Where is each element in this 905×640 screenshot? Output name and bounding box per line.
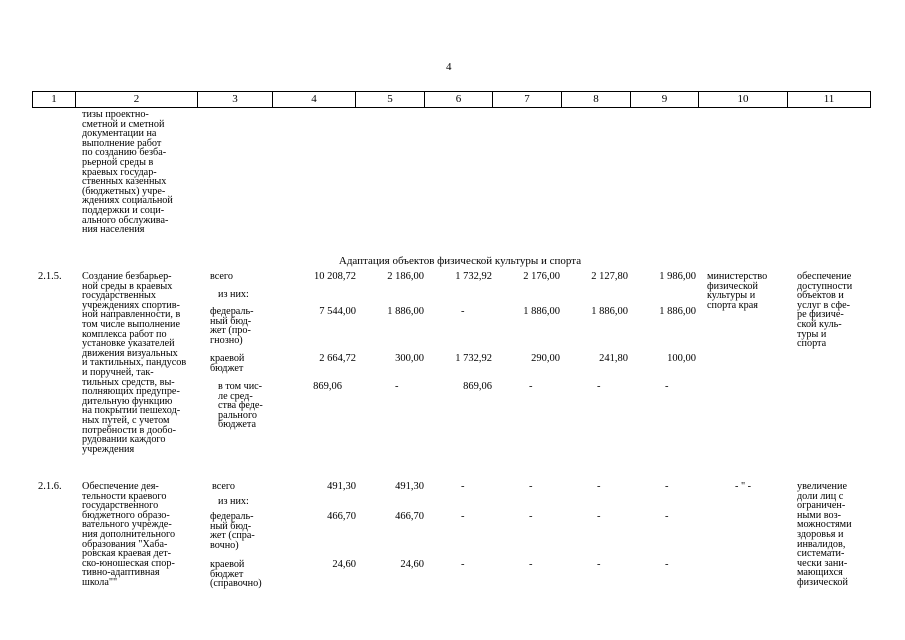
value-total: 491,30 (327, 481, 356, 492)
expected-result: увеличение доли лиц с ограничен- ными воз- можностями здоровья и инвалидов, системати- чески зани- мающихся физической (797, 481, 852, 588)
column-header: 1 (33, 92, 76, 108)
value-year5: - (665, 381, 669, 392)
value-year4: 241,80 (599, 353, 628, 364)
row-number: 2.1.6. (38, 481, 62, 492)
expected-result: обеспечение доступности объектов и услуг в сфе- ре физиче- ской куль- туры и спорта (797, 271, 853, 350)
column-header: 10 (699, 92, 788, 108)
page-number: 4 (446, 61, 452, 73)
value-total: 2 664,72 (319, 353, 356, 364)
funding-label: всего (212, 481, 235, 492)
funding-label: федераль- ный бюд- жет (спра- вочно) (210, 511, 255, 551)
value-year1: 2 186,00 (387, 271, 424, 282)
funding-label: федераль- ный бюд- жет (про- гнозно) (210, 306, 254, 346)
value-year4: - (597, 481, 601, 492)
section-title: Адаптация объектов физической культуры и спорта (338, 255, 582, 267)
funding-label: краевой бюджет (справочно) (210, 559, 262, 590)
value-year2: 1 732,92 (455, 353, 492, 364)
value-year5: 1 886,00 (659, 306, 696, 317)
value-year3: 2 176,00 (523, 271, 560, 282)
row-description: Создание безбарьер- ной среды в краевых государственных учреждениях спортив- ной направленности, в том числе выполнение комплекса работ по установке указателей движения визуальных и тактильных, пандусов и поручней, так- тильных средств, вы- полняющих предупре- дительную функцию на покрытии пешеход- ных путей, с учетом потребности в дообо- рудовании каждого учреждения (82, 271, 187, 455)
value-year2: 869,06 (463, 381, 492, 392)
funding-label: из них: (218, 496, 249, 507)
column-header: 3 (198, 92, 273, 108)
value-year2: - (461, 559, 465, 570)
value-total: 10 208,72 (314, 271, 356, 282)
funding-label: в том чис- ле сред- ства феде- рального бюджета (218, 381, 263, 431)
value-year4: - (597, 511, 601, 522)
value-year4: - (597, 381, 601, 392)
value-year3: 1 886,00 (523, 306, 560, 317)
value-year3: - (529, 381, 533, 392)
value-year1: 466,70 (395, 511, 424, 522)
value-year3: 290,00 (531, 353, 560, 364)
executor: министерство физической культуры и спорта края (707, 271, 768, 311)
column-header: 2 (76, 92, 198, 108)
column-header: 4 (273, 92, 356, 108)
continuation-text: тизы проектно- сметной и сметной документации на выполнение работ по созданию безба- рьерной среды в краевых государ- ственных казенных (бюджетных) учре- ждениях социальной поддержки и соци- ального обслужива- ния населения (82, 109, 173, 236)
column-header: 6 (425, 92, 493, 108)
value-total: 24,60 (332, 559, 356, 570)
value-year1: 24,60 (400, 559, 424, 570)
value-year1: 491,30 (395, 481, 424, 492)
value-year2: - (461, 481, 465, 492)
column-header: 5 (356, 92, 425, 108)
value-total: 466,70 (327, 511, 356, 522)
column-header: 11 (788, 92, 871, 108)
value-year3: - (529, 481, 533, 492)
value-year5: 100,00 (667, 353, 696, 364)
value-year1: 1 886,00 (387, 306, 424, 317)
value-year5: 1 986,00 (659, 271, 696, 282)
value-year1: 300,00 (395, 353, 424, 364)
value-year5: - (665, 559, 669, 570)
funding-label: краевой бюджет (210, 353, 245, 374)
value-year4: 1 886,00 (591, 306, 628, 317)
value-year2: 1 732,92 (455, 271, 492, 282)
value-year4: 2 127,80 (591, 271, 628, 282)
value-year2: - (461, 511, 465, 522)
funding-label: всего (210, 271, 233, 282)
value-total: 7 544,00 (319, 306, 356, 317)
value-year1: - (395, 381, 399, 392)
funding-label: из них: (218, 289, 249, 300)
column-header: 7 (493, 92, 562, 108)
value-year5: - (665, 511, 669, 522)
column-header-row (32, 91, 871, 108)
value-year2: - (461, 306, 465, 317)
value-year5: - (665, 481, 669, 492)
value-year3: - (529, 559, 533, 570)
row-number: 2.1.5. (38, 271, 62, 282)
row-description: Обеспечение дея- тельности краевого государственного бюджетного образо- вательного учрежде- ния дополнительного образования "Хаба- ровская краевая дет- ско-юношеская спор- тивно-адаптивная школа"" (82, 481, 176, 588)
executor: - " - (735, 481, 752, 492)
value-total: 869,06 (313, 381, 342, 392)
column-header: 9 (631, 92, 699, 108)
value-year4: - (597, 559, 601, 570)
value-year3: - (529, 511, 533, 522)
column-header: 8 (562, 92, 631, 108)
